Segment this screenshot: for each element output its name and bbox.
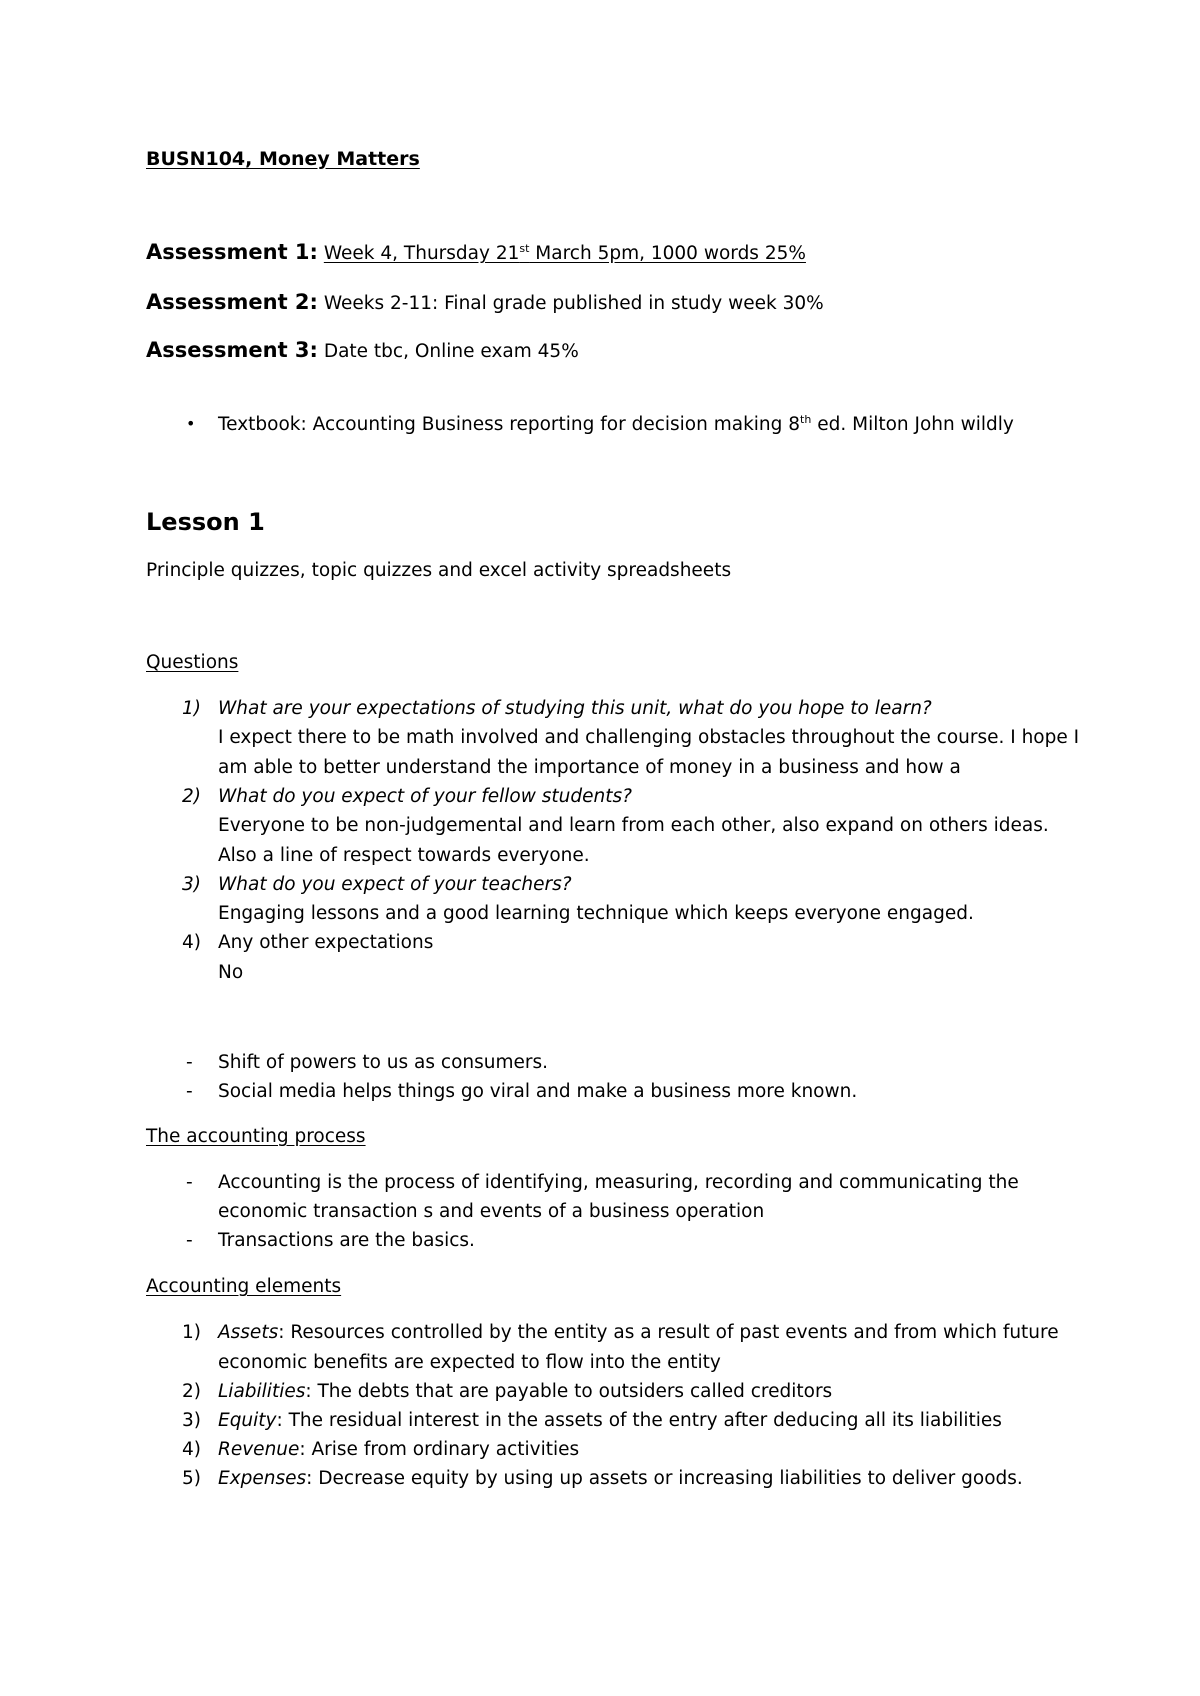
question-2-number: 2) [182, 786, 201, 807]
element-4-definition: : Arise from ordinary activities [299, 1439, 580, 1460]
list-item [0, 1172, 1200, 1202]
assessment-1-detail: Week 4, Thursday 21st March 5pm, 1000 words 25% [323, 241, 806, 264]
elements-heading: Accounting elements [146, 1276, 342, 1297]
assessment-3-detail: Date tbc, Online exam 45% [323, 341, 579, 362]
dash-bullet: - [186, 1052, 193, 1073]
list-item [0, 1081, 1200, 1111]
question-4-text: Any other expectations [218, 932, 434, 953]
element-4-term: Revenue [218, 1439, 300, 1460]
answer-4-line-1: No [218, 962, 244, 983]
element-5-number: 5) [182, 1468, 201, 1489]
list-item [0, 1230, 1200, 1260]
element-4-number: 4) [182, 1439, 201, 1460]
element-3-definition: : The residual interest in the assets of the entry after deducing all its liabilities [276, 1410, 1002, 1431]
element-2-number: 2) [182, 1381, 201, 1402]
assessment-1: Assessment 1: Week 4, Thursday 21st March 5pm, 1000 words 25% [146, 240, 806, 264]
element-5-definition: : Decrease equity by using up assets or increasing liabilities to deliver goods. [306, 1468, 1023, 1489]
process-heading: The accounting process [146, 1126, 366, 1147]
element-1-definition-line-2: economic benefits are expected to flow into the entity [218, 1352, 721, 1373]
element-3 [0, 1410, 1200, 1440]
element-4 [0, 1439, 1200, 1469]
element-1 [0, 1322, 1200, 1352]
element-5-term: Expenses [218, 1468, 307, 1489]
assessment-1-label: Assessment 1 [146, 240, 310, 264]
lesson-intro: Principle quizzes, topic quizzes and excel activity spreadsheets [146, 560, 732, 581]
question-3 [0, 874, 1200, 904]
element-1-term: Assets [218, 1322, 279, 1343]
process-point-1-line-1: Accounting is the process of identifying, measuring, recording and communicating the [218, 1172, 1019, 1193]
element-1-definition: : Resources controlled by the entity as a result of past events and from which future [278, 1322, 1059, 1343]
element-5 [0, 1468, 1200, 1498]
answer-2-line-1: Everyone to be non-judgemental and learn from each other, also expand on others ideas. [218, 815, 1049, 836]
process-point-2: Transactions are the basics. [218, 1230, 475, 1251]
assessment-3-label: Assessment 3 [146, 338, 310, 362]
answer-1-line-1: I expect there to be math involved and challenging obstacles throughout the course. I hope I [218, 727, 1080, 748]
document-title: BUSN104, Money Matters [146, 148, 420, 170]
answer-1-line-2: am able to better understand the importance of money in a business and how a [218, 757, 961, 778]
dash-bullet: - [186, 1230, 193, 1251]
assessment-2: Assessment 2: Weeks 2-11: Final grade published in study week 30% [146, 290, 824, 314]
element-2 [0, 1381, 1200, 1411]
list-item [0, 1052, 1200, 1082]
element-3-term: Equity [218, 1410, 277, 1431]
lesson-heading: Lesson 1 [146, 508, 265, 536]
question-2-text: What do you expect of your fellow students? [218, 786, 632, 807]
process-point-1-line-2: economic transaction s and events of a business operation [218, 1201, 765, 1222]
element-2-term: Liabilities [218, 1381, 306, 1402]
assessment-2-detail: Weeks 2-11: Final grade published in study week 30% [323, 293, 824, 314]
consumer-point-1: Shift of powers to us as consumers. [218, 1052, 549, 1073]
answer-2-line-2: Also a line of respect towards everyone. [218, 845, 590, 866]
bullet-icon: • [186, 414, 196, 433]
textbook-text: Textbook: Accounting Business reporting for decision making 8th ed. Milton John wildly [218, 412, 1014, 435]
element-2-definition: : The debts that are payable to outsiders called creditors [305, 1381, 833, 1402]
question-2 [0, 786, 1200, 816]
assessment-2-label: Assessment 2 [146, 290, 310, 314]
question-3-text: What do you expect of your teachers? [218, 874, 572, 895]
question-4 [0, 932, 1200, 962]
question-1-text: What are your expectations of studying this unit, what do you hope to learn? [218, 698, 932, 719]
question-1 [0, 698, 1200, 728]
dash-bullet: - [186, 1172, 193, 1193]
consumer-point-2: Social media helps things go viral and make a business more known. [218, 1081, 858, 1102]
answer-3-line-1: Engaging lessons and a good learning technique which keeps everyone engaged. [218, 903, 974, 924]
question-1-number: 1) [182, 698, 201, 719]
element-1-number: 1) [182, 1322, 201, 1343]
assessment-3: Assessment 3: Date tbc, Online exam 45% [146, 338, 579, 362]
element-3-number: 3) [182, 1410, 201, 1431]
question-4-number: 4) [182, 932, 201, 953]
question-3-number: 3) [182, 874, 201, 895]
dash-bullet: - [186, 1081, 193, 1102]
questions-heading: Questions [146, 652, 239, 673]
